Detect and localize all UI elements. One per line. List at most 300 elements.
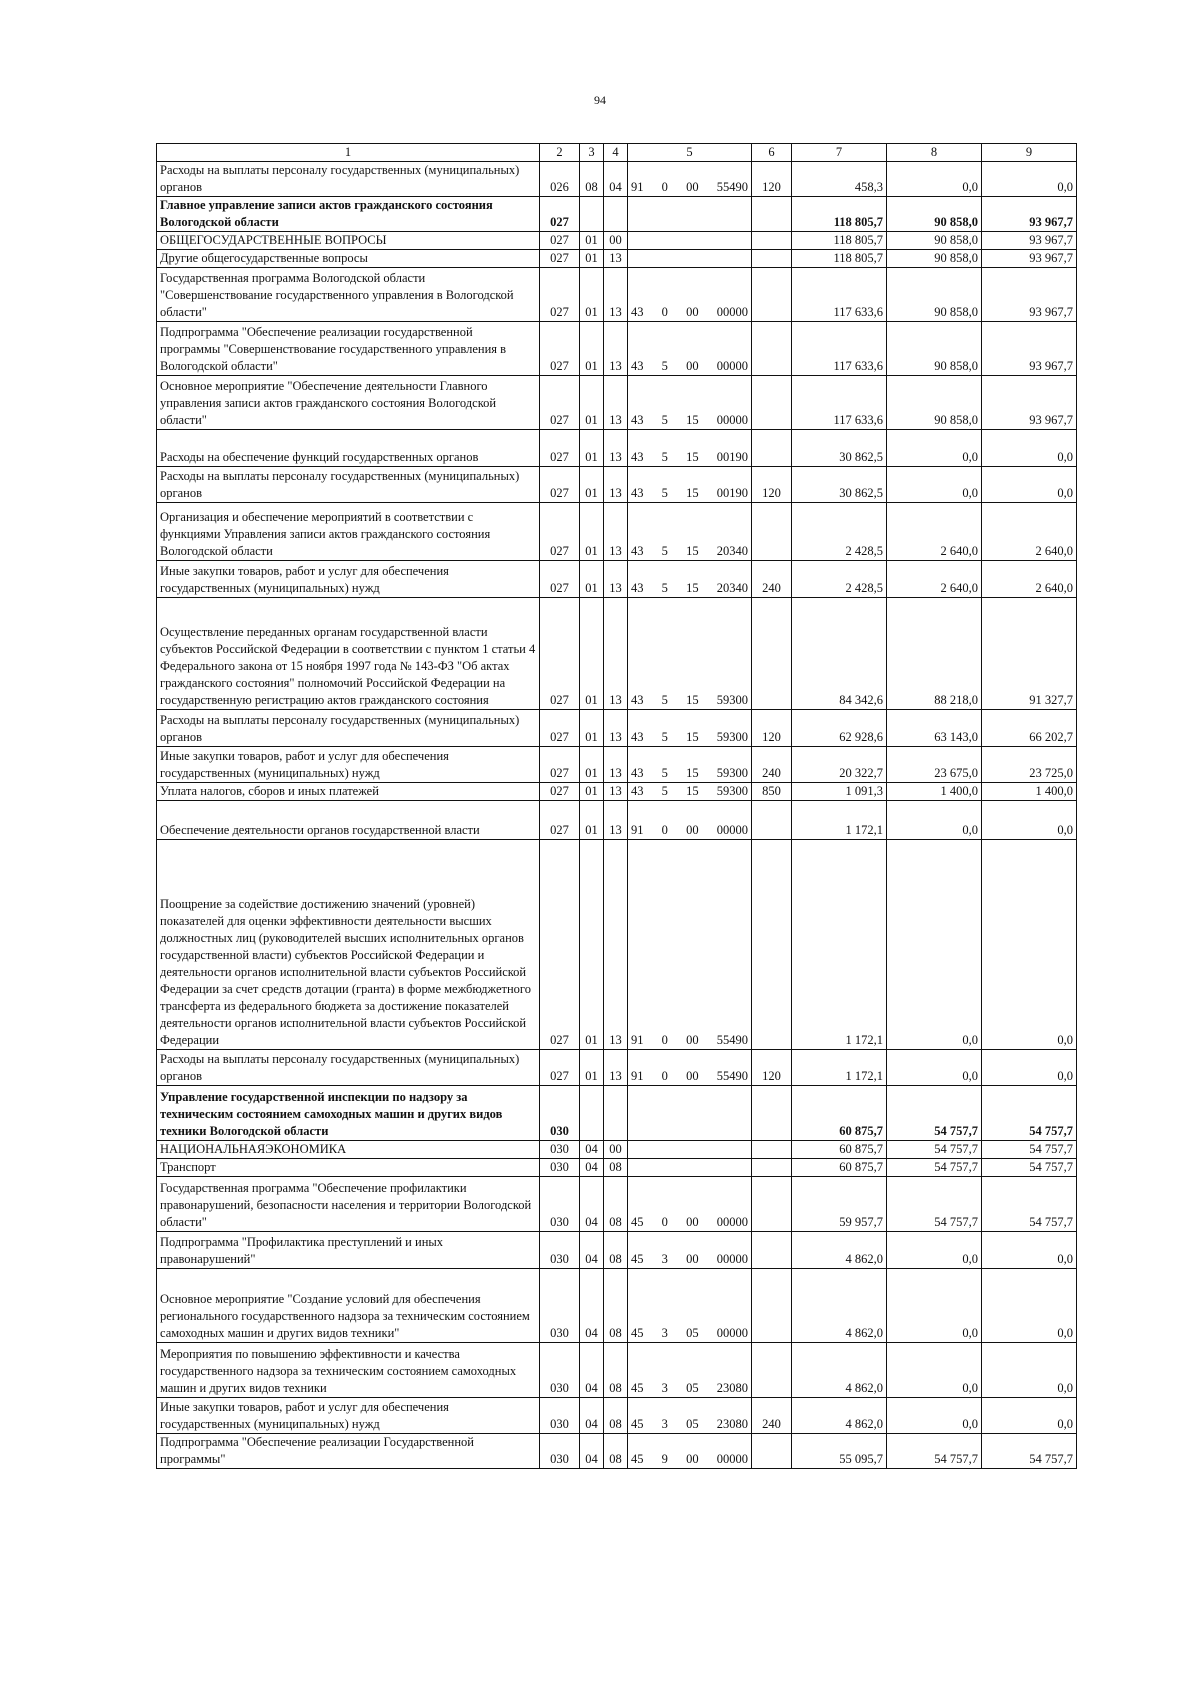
row-name: Расходы на выплаты персоналу государственных (муниципальных) органов xyxy=(157,710,540,747)
table-row xyxy=(157,710,1077,747)
target-code-parts xyxy=(631,765,748,782)
row-code-admin: 027 xyxy=(540,376,580,430)
row-code-admin: 027 xyxy=(540,598,580,710)
row-target-code xyxy=(628,197,752,232)
row-code-section xyxy=(580,197,604,232)
target-code-part: 05 xyxy=(686,1381,699,1395)
row-amount-col8: 2 640,0 xyxy=(887,561,982,598)
row-code-subsection: 08 xyxy=(604,1232,628,1269)
row-amount-col9: 93 967,7 xyxy=(982,232,1077,250)
target-code-parts xyxy=(631,1032,748,1049)
row-amount-col7: 1 172,1 xyxy=(792,801,887,840)
row-expense-type xyxy=(752,1177,792,1232)
target-code-parts xyxy=(631,485,748,502)
table-row xyxy=(157,376,1077,430)
row-code-subsection: 13 xyxy=(604,747,628,783)
row-amount-col7: 20 322,7 xyxy=(792,747,887,783)
row-expense-type: 120 xyxy=(752,1050,792,1086)
table-row xyxy=(157,322,1077,376)
row-amount-col8: 90 858,0 xyxy=(887,268,982,322)
target-code-part: 45 xyxy=(631,1215,644,1229)
header-cell: 5 xyxy=(628,144,752,162)
target-code-part: 5 xyxy=(661,450,668,464)
row-code-section: 08 xyxy=(580,162,604,197)
target-code-part: 43 xyxy=(631,730,644,744)
target-code-part: 23080 xyxy=(716,1417,748,1431)
row-code-subsection: 08 xyxy=(604,1343,628,1398)
row-target-code xyxy=(628,268,752,322)
row-target-code xyxy=(628,1177,752,1232)
row-amount-col8: 88 218,0 xyxy=(887,598,982,710)
row-amount-col8: 0,0 xyxy=(887,1398,982,1434)
target-code-part: 55490 xyxy=(716,180,748,194)
row-code-subsection: 08 xyxy=(604,1434,628,1469)
table-row xyxy=(157,1159,1077,1177)
row-amount-col7: 60 875,7 xyxy=(792,1159,887,1177)
row-amount-col9: 54 757,7 xyxy=(982,1086,1077,1141)
target-code-part: 43 xyxy=(631,413,644,427)
target-code-part: 0 xyxy=(661,305,668,319)
target-code-part: 15 xyxy=(686,544,699,558)
row-code-subsection: 08 xyxy=(604,1398,628,1434)
row-code-subsection: 13 xyxy=(604,376,628,430)
row-code-admin: 027 xyxy=(540,710,580,747)
row-amount-col9: 0,0 xyxy=(982,840,1077,1050)
row-code-subsection: 08 xyxy=(604,1159,628,1177)
target-code-parts xyxy=(631,783,748,800)
row-amount-col7: 84 342,6 xyxy=(792,598,887,710)
row-code-section xyxy=(580,1086,604,1141)
row-amount-col9: 93 967,7 xyxy=(982,268,1077,322)
row-amount-col9: 0,0 xyxy=(982,1050,1077,1086)
row-expense-type: 240 xyxy=(752,1398,792,1434)
row-amount-col8: 0,0 xyxy=(887,801,982,840)
target-code-part: 00 xyxy=(686,305,699,319)
row-code-subsection: 13 xyxy=(604,268,628,322)
row-expense-type: 240 xyxy=(752,561,792,598)
target-code-part: 5 xyxy=(661,359,668,373)
row-amount-col7: 2 428,5 xyxy=(792,561,887,598)
row-amount-col8: 0,0 xyxy=(887,162,982,197)
target-code-part: 00000 xyxy=(716,305,748,319)
row-amount-col8: 54 757,7 xyxy=(887,1159,982,1177)
row-code-section: 01 xyxy=(580,232,604,250)
row-name: Иные закупки товаров, работ и услуг для обеспечения государственных (муниципальных) нужд xyxy=(157,561,540,598)
row-code-section: 01 xyxy=(580,801,604,840)
row-amount-col7: 1 172,1 xyxy=(792,840,887,1050)
target-code-parts xyxy=(631,358,748,375)
target-code-parts xyxy=(631,304,748,321)
row-amount-col9: 23 725,0 xyxy=(982,747,1077,783)
row-target-code xyxy=(628,1086,752,1141)
row-amount-col7: 4 862,0 xyxy=(792,1269,887,1343)
row-amount-col9: 2 640,0 xyxy=(982,561,1077,598)
row-amount-col7: 118 805,7 xyxy=(792,250,887,268)
row-code-admin: 027 xyxy=(540,268,580,322)
target-code-part: 45 xyxy=(631,1417,644,1431)
target-code-part: 00000 xyxy=(716,1326,748,1340)
target-code-part: 5 xyxy=(661,730,668,744)
row-amount-col9: 54 757,7 xyxy=(982,1159,1077,1177)
row-expense-type xyxy=(752,1343,792,1398)
row-target-code xyxy=(628,747,752,783)
row-code-section: 04 xyxy=(580,1159,604,1177)
row-amount-col8: 90 858,0 xyxy=(887,250,982,268)
row-name: Государственная программа Вологодской области "Совершенствование государственного управления в Вологодской области" xyxy=(157,268,540,322)
target-code-part: 00000 xyxy=(716,1252,748,1266)
row-code-section: 04 xyxy=(580,1398,604,1434)
header-cell: 1 xyxy=(157,144,540,162)
row-expense-type: 120 xyxy=(752,467,792,503)
target-code-part: 00190 xyxy=(716,450,748,464)
row-code-section: 04 xyxy=(580,1177,604,1232)
row-amount-col7: 117 633,6 xyxy=(792,376,887,430)
row-amount-col9: 93 967,7 xyxy=(982,322,1077,376)
row-amount-col9: 54 757,7 xyxy=(982,1434,1077,1469)
target-code-part: 5 xyxy=(661,784,668,798)
row-expense-type xyxy=(752,430,792,467)
row-expense-type xyxy=(752,322,792,376)
row-code-admin: 027 xyxy=(540,197,580,232)
table-row xyxy=(157,598,1077,710)
row-name: Подпрограмма "Обеспечение реализации Государственной программы" xyxy=(157,1434,540,1469)
row-name: Организация и обеспечение мероприятий в соответствии с функциями Управления записи актов гражданского состояния Вологодской области xyxy=(157,503,540,561)
target-code-part: 43 xyxy=(631,359,644,373)
row-name: НАЦИОНАЛЬНАЯЭКОНОМИКА xyxy=(157,1141,540,1159)
row-target-code xyxy=(628,1343,752,1398)
row-amount-col8: 0,0 xyxy=(887,840,982,1050)
row-code-section: 01 xyxy=(580,598,604,710)
target-code-part: 3 xyxy=(661,1326,668,1340)
target-code-parts xyxy=(631,1214,748,1231)
row-amount-col9: 2 640,0 xyxy=(982,503,1077,561)
row-code-admin: 027 xyxy=(540,503,580,561)
row-amount-col8: 54 757,7 xyxy=(887,1434,982,1469)
row-amount-col7: 1 091,3 xyxy=(792,783,887,801)
table-row xyxy=(157,1398,1077,1434)
row-code-section: 01 xyxy=(580,1050,604,1086)
target-code-part: 00 xyxy=(686,1452,699,1466)
row-code-admin: 027 xyxy=(540,1050,580,1086)
target-code-part: 5 xyxy=(661,486,668,500)
row-target-code xyxy=(628,467,752,503)
target-code-parts xyxy=(631,449,748,466)
target-code-parts xyxy=(631,179,748,196)
row-amount-col7: 30 862,5 xyxy=(792,430,887,467)
row-code-subsection: 00 xyxy=(604,232,628,250)
target-code-part: 45 xyxy=(631,1252,644,1266)
row-amount-col9: 1 400,0 xyxy=(982,783,1077,801)
row-name: ОБЩЕГОСУДАРСТВЕННЫЕ ВОПРОСЫ xyxy=(157,232,540,250)
row-code-admin: 027 xyxy=(540,430,580,467)
row-amount-col9: 0,0 xyxy=(982,430,1077,467)
target-code-part: 00 xyxy=(686,180,699,194)
table-row xyxy=(157,197,1077,232)
row-target-code xyxy=(628,783,752,801)
row-amount-col7: 118 805,7 xyxy=(792,232,887,250)
header-cell: 8 xyxy=(887,144,982,162)
target-code-part: 9 xyxy=(661,1452,668,1466)
row-target-code xyxy=(628,1434,752,1469)
target-code-part: 91 xyxy=(631,1069,644,1083)
target-code-part: 15 xyxy=(686,766,699,780)
row-code-section: 01 xyxy=(580,783,604,801)
row-code-subsection: 13 xyxy=(604,801,628,840)
row-amount-col8: 90 858,0 xyxy=(887,232,982,250)
target-code-part: 15 xyxy=(686,730,699,744)
row-expense-type xyxy=(752,197,792,232)
table-row xyxy=(157,268,1077,322)
row-code-subsection: 13 xyxy=(604,467,628,503)
row-name: Расходы на выплаты персоналу государственных (муниципальных) органов xyxy=(157,162,540,197)
row-name: Иные закупки товаров, работ и услуг для обеспечения государственных (муниципальных) нужд xyxy=(157,1398,540,1434)
row-code-admin: 030 xyxy=(540,1177,580,1232)
row-code-subsection: 13 xyxy=(604,710,628,747)
target-code-part: 15 xyxy=(686,581,699,595)
row-amount-col7: 4 862,0 xyxy=(792,1343,887,1398)
row-code-subsection: 13 xyxy=(604,598,628,710)
header-cell: 3 xyxy=(580,144,604,162)
target-code-part: 00 xyxy=(686,1215,699,1229)
row-amount-col8: 90 858,0 xyxy=(887,322,982,376)
row-code-admin: 027 xyxy=(540,467,580,503)
target-code-part: 3 xyxy=(661,1381,668,1395)
row-target-code xyxy=(628,376,752,430)
table-row xyxy=(157,1269,1077,1343)
target-code-parts xyxy=(631,1251,748,1268)
row-code-admin: 030 xyxy=(540,1398,580,1434)
target-code-part: 45 xyxy=(631,1452,644,1466)
row-expense-type xyxy=(752,1269,792,1343)
target-code-part: 55490 xyxy=(716,1033,748,1047)
row-name: Иные закупки товаров, работ и услуг для обеспечения государственных (муниципальных) нужд xyxy=(157,747,540,783)
target-code-part: 5 xyxy=(661,544,668,558)
row-amount-col8: 90 858,0 xyxy=(887,197,982,232)
row-expense-type xyxy=(752,1086,792,1141)
row-target-code xyxy=(628,1141,752,1159)
row-amount-col7: 4 862,0 xyxy=(792,1398,887,1434)
row-target-code xyxy=(628,1269,752,1343)
target-code-part: 43 xyxy=(631,766,644,780)
row-target-code xyxy=(628,162,752,197)
row-expense-type xyxy=(752,250,792,268)
row-name: Расходы на выплаты персоналу государственных (муниципальных) органов xyxy=(157,467,540,503)
row-code-section: 01 xyxy=(580,430,604,467)
row-amount-col9: 93 967,7 xyxy=(982,250,1077,268)
budget-table xyxy=(156,143,1077,1469)
row-amount-col8: 2 640,0 xyxy=(887,503,982,561)
row-code-subsection: 13 xyxy=(604,1050,628,1086)
row-expense-type: 120 xyxy=(752,710,792,747)
row-target-code xyxy=(628,503,752,561)
row-amount-col9: 66 202,7 xyxy=(982,710,1077,747)
table-row xyxy=(157,1050,1077,1086)
page-number: 94 xyxy=(594,93,606,107)
target-code-part: 00 xyxy=(686,1069,699,1083)
target-code-part: 59300 xyxy=(716,730,748,744)
row-target-code xyxy=(628,1159,752,1177)
row-code-admin: 030 xyxy=(540,1086,580,1141)
target-code-part: 3 xyxy=(661,1417,668,1431)
row-name: Расходы на выплаты персоналу государственных (муниципальных) органов xyxy=(157,1050,540,1086)
header-cell: 6 xyxy=(752,144,792,162)
row-code-admin: 030 xyxy=(540,1434,580,1469)
target-code-part: 00 xyxy=(686,1252,699,1266)
row-code-section: 01 xyxy=(580,268,604,322)
target-code-part: 00000 xyxy=(716,359,748,373)
row-code-admin: 027 xyxy=(540,232,580,250)
target-code-part: 5 xyxy=(661,581,668,595)
row-amount-col7: 4 862,0 xyxy=(792,1232,887,1269)
row-expense-type xyxy=(752,1159,792,1177)
row-name: Уплата налогов, сборов и иных платежей xyxy=(157,783,540,801)
target-code-part: 5 xyxy=(661,766,668,780)
row-expense-type xyxy=(752,1232,792,1269)
row-name: Государственная программа "Обеспечение профилактики правонарушений, безопасности населения и территории Вологодской области" xyxy=(157,1177,540,1232)
row-code-admin: 027 xyxy=(540,747,580,783)
target-code-part: 45 xyxy=(631,1326,644,1340)
row-code-admin: 027 xyxy=(540,561,580,598)
row-name: Транспорт xyxy=(157,1159,540,1177)
row-target-code xyxy=(628,1398,752,1434)
target-code-part: 59300 xyxy=(716,784,748,798)
row-expense-type xyxy=(752,598,792,710)
row-amount-col9: 93 967,7 xyxy=(982,376,1077,430)
row-code-subsection: 08 xyxy=(604,1177,628,1232)
row-code-admin: 030 xyxy=(540,1232,580,1269)
target-code-parts xyxy=(631,543,748,560)
row-code-subsection: 13 xyxy=(604,322,628,376)
row-code-section: 01 xyxy=(580,840,604,1050)
row-code-subsection: 08 xyxy=(604,1269,628,1343)
row-expense-type xyxy=(752,376,792,430)
table-row xyxy=(157,430,1077,467)
target-code-parts xyxy=(631,692,748,709)
row-expense-type: 120 xyxy=(752,162,792,197)
target-code-part: 91 xyxy=(631,180,644,194)
table-row xyxy=(157,467,1077,503)
target-code-parts xyxy=(631,1416,748,1433)
row-name: Подпрограмма "Профилактика преступлений и иных правонарушений" xyxy=(157,1232,540,1269)
target-code-part: 0 xyxy=(661,1069,668,1083)
row-amount-col9: 0,0 xyxy=(982,1398,1077,1434)
target-code-part: 00 xyxy=(686,1033,699,1047)
row-code-section: 01 xyxy=(580,467,604,503)
table-body xyxy=(157,162,1077,1469)
row-code-section: 01 xyxy=(580,376,604,430)
table-row xyxy=(157,1232,1077,1269)
row-amount-col9: 91 327,7 xyxy=(982,598,1077,710)
row-name: Другие общегосударственные вопросы xyxy=(157,250,540,268)
row-expense-type xyxy=(752,268,792,322)
row-expense-type xyxy=(752,1434,792,1469)
target-code-part: 15 xyxy=(686,784,699,798)
table-row xyxy=(157,1343,1077,1398)
row-name: Подпрограмма "Обеспечение реализации государственной программы "Совершенствование государственного управления в Вологодской области" xyxy=(157,322,540,376)
target-code-part: 43 xyxy=(631,581,644,595)
row-code-section: 01 xyxy=(580,503,604,561)
row-amount-col8: 0,0 xyxy=(887,430,982,467)
row-amount-col8: 90 858,0 xyxy=(887,376,982,430)
row-amount-col8: 0,0 xyxy=(887,1050,982,1086)
row-name: Обеспечение деятельности органов государственной власти xyxy=(157,801,540,840)
target-code-part: 00000 xyxy=(716,1215,748,1229)
target-code-part: 43 xyxy=(631,450,644,464)
row-name: Управление государственной инспекции по надзору за техническим состоянием самоходных машин и других видов техники Вологодской области xyxy=(157,1086,540,1141)
row-target-code xyxy=(628,598,752,710)
row-amount-col8: 0,0 xyxy=(887,1269,982,1343)
row-amount-col7: 59 957,7 xyxy=(792,1177,887,1232)
target-code-parts xyxy=(631,1068,748,1085)
target-code-part: 20340 xyxy=(716,581,748,595)
target-code-parts xyxy=(631,1451,748,1468)
row-code-section: 01 xyxy=(580,710,604,747)
target-code-part: 59300 xyxy=(716,766,748,780)
row-code-admin: 027 xyxy=(540,801,580,840)
row-expense-type xyxy=(752,1141,792,1159)
table-row xyxy=(157,162,1077,197)
target-code-part: 91 xyxy=(631,823,644,837)
row-code-subsection: 13 xyxy=(604,840,628,1050)
table-row xyxy=(157,232,1077,250)
table-row xyxy=(157,1141,1077,1159)
target-code-part: 43 xyxy=(631,693,644,707)
row-code-subsection xyxy=(604,197,628,232)
row-code-admin: 030 xyxy=(540,1269,580,1343)
row-code-admin: 027 xyxy=(540,250,580,268)
row-amount-col7: 60 875,7 xyxy=(792,1086,887,1141)
table-row xyxy=(157,783,1077,801)
row-code-subsection: 00 xyxy=(604,1141,628,1159)
row-name: Поощрение за содействие достижению значений (уровней) показателей для оценки эффективности деятельности высших должностных лиц (руководителей высших исполнительных органов государственной власти) субъектов Российской Федерации и деятельности органов исполнительной власти субъектов Российской Федерации за счет средств дотации (гранта) в форме межбюджетного трансферта из федерального бюджета за достижение показателей деятельности органов исполнительной власти субъектов Российской Федерации xyxy=(157,840,540,1050)
target-code-part: 43 xyxy=(631,544,644,558)
row-expense-type xyxy=(752,503,792,561)
target-code-part: 5 xyxy=(661,413,668,427)
target-code-part: 20340 xyxy=(716,544,748,558)
row-name: Мероприятия по повышению эффективности и качества государственного надзора за техническим состоянием самоходных машин и других видов техники xyxy=(157,1343,540,1398)
row-amount-col7: 55 095,7 xyxy=(792,1434,887,1469)
row-code-admin: 027 xyxy=(540,783,580,801)
target-code-part: 0 xyxy=(661,1215,668,1229)
row-code-subsection: 04 xyxy=(604,162,628,197)
target-code-part: 43 xyxy=(631,784,644,798)
table-row xyxy=(157,747,1077,783)
header-cell: 7 xyxy=(792,144,887,162)
row-code-subsection: 13 xyxy=(604,783,628,801)
row-name: Расходы на обеспечение функций государственных органов xyxy=(157,430,540,467)
row-amount-col9: 0,0 xyxy=(982,1232,1077,1269)
target-code-part: 00000 xyxy=(716,413,748,427)
row-amount-col7: 118 805,7 xyxy=(792,197,887,232)
row-amount-col9: 0,0 xyxy=(982,162,1077,197)
row-amount-col7: 62 928,6 xyxy=(792,710,887,747)
table-row xyxy=(157,1434,1077,1469)
row-amount-col7: 117 633,6 xyxy=(792,268,887,322)
target-code-part: 55490 xyxy=(716,1069,748,1083)
target-code-parts xyxy=(631,580,748,597)
row-code-section: 01 xyxy=(580,250,604,268)
target-code-part: 45 xyxy=(631,1381,644,1395)
row-amount-col7: 30 862,5 xyxy=(792,467,887,503)
row-code-subsection xyxy=(604,1086,628,1141)
row-code-section: 04 xyxy=(580,1232,604,1269)
row-target-code xyxy=(628,1232,752,1269)
row-code-admin: 030 xyxy=(540,1343,580,1398)
row-target-code xyxy=(628,710,752,747)
target-code-part: 00190 xyxy=(716,486,748,500)
row-code-admin: 027 xyxy=(540,322,580,376)
target-code-part: 43 xyxy=(631,486,644,500)
